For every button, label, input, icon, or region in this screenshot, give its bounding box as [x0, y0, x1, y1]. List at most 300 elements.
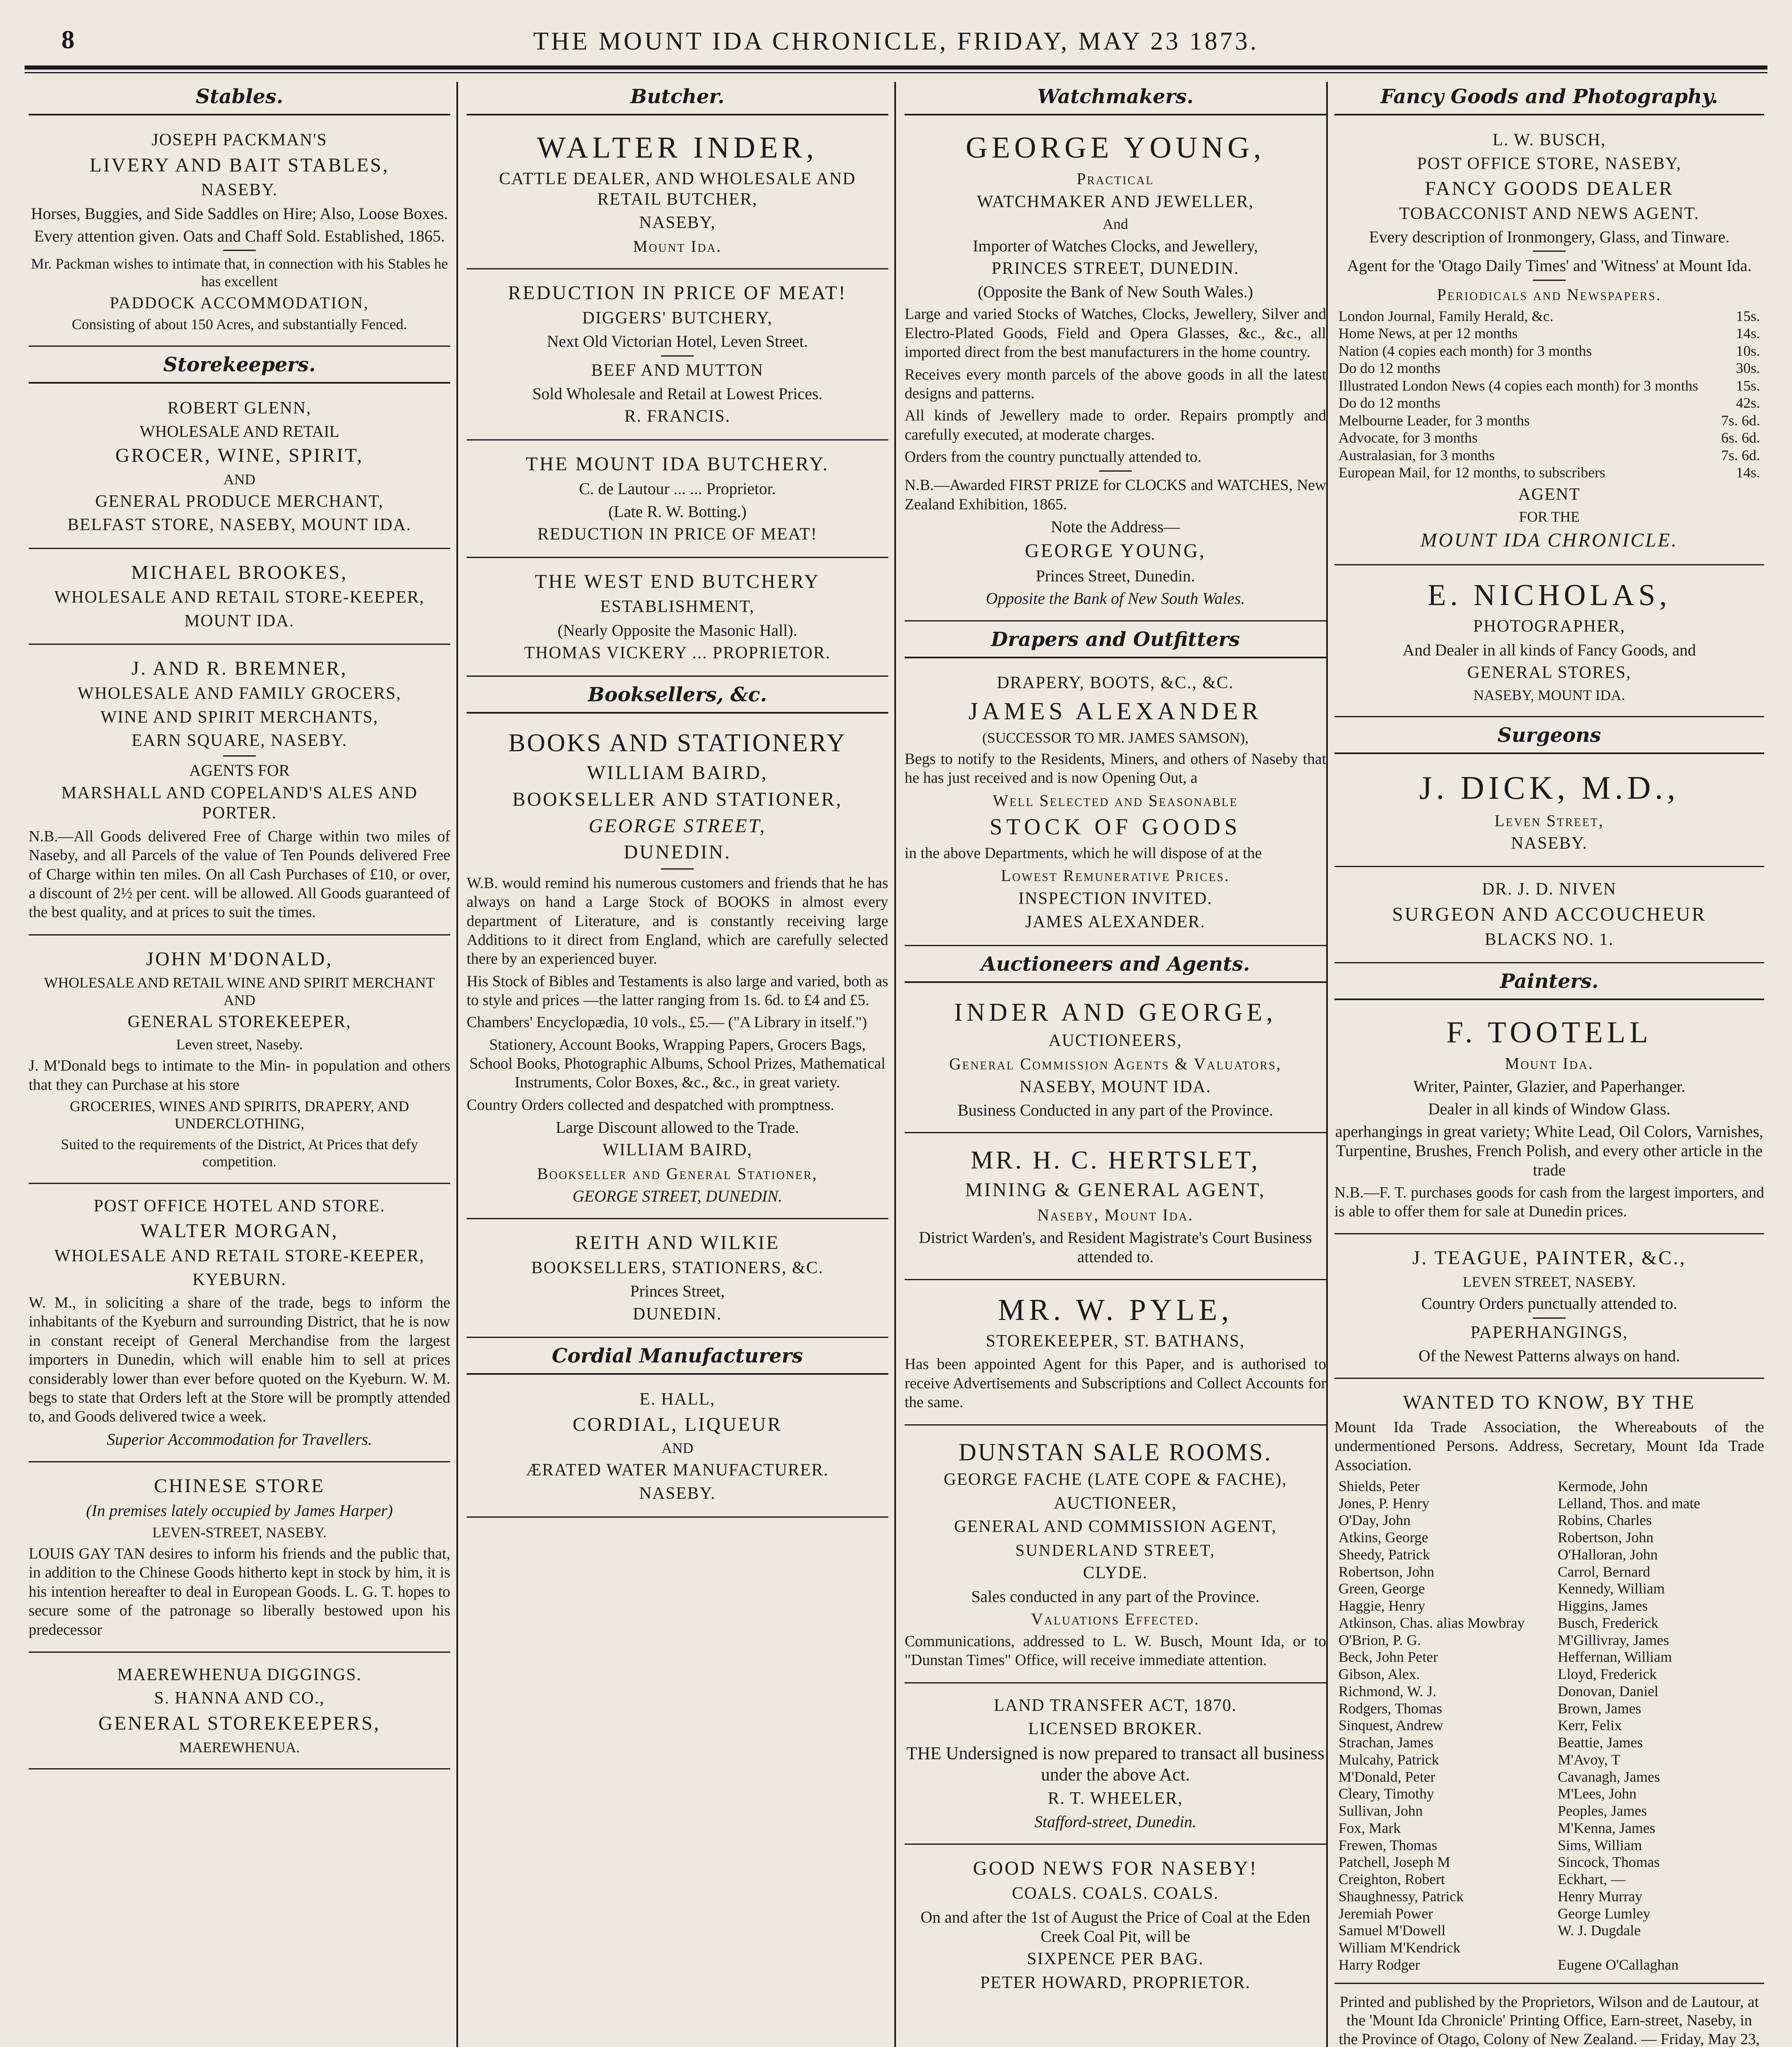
ad-body: Country Orders collected and despatched with promptness.: [467, 1096, 835, 1114]
ad-headline: J. AND R. BREMNER,: [131, 657, 348, 680]
list-item: [1338, 377, 1760, 394]
column-2: [467, 82, 888, 2047]
ad-text: Well Selected and Seasonable: [993, 791, 1238, 810]
ad-headline: WALTER MORGAN,: [140, 1220, 339, 1242]
ad-text: CATTLE DEALER, AND WHOLESALE AND RETAIL BUTCHER,: [499, 169, 856, 209]
ad-text: AUCTIONEER,: [1054, 1493, 1177, 1513]
ad-body: N.B.—F. T. purchases goods for cash from the largest importers, and is able to offer them for sale at Dunedin prices.: [1334, 1184, 1764, 1220]
ad-text: WATCHMAKER AND JEWELLER,: [977, 192, 1254, 211]
ad-headline: MR. H. C. HERTSLET,: [970, 1146, 1260, 1175]
ad-hall: [467, 1380, 888, 1518]
ad-text: PHOTOGRAPHER,: [1473, 617, 1625, 636]
ad-text: WINE AND SPIRIT MERCHANTS,: [100, 707, 379, 727]
ad-text: POST OFFICE STORE, NASEBY,: [1417, 154, 1681, 173]
ad-text: COALS. COALS. COALS.: [1012, 1884, 1219, 1903]
section-heading-painters: Painters.: [1334, 967, 1764, 1000]
ad-text: R. FRANCIS.: [624, 407, 731, 426]
ad-text: AGENTS FOR: [189, 761, 290, 779]
ad-body: Communications, addressed to L. W. Busch, Mount Ida, or to "Dunstan Times" Office, will receive immediate attention.: [905, 1633, 1326, 1669]
list-item: Strachan, James: [1338, 1734, 1433, 1751]
wanted-list-left: [1338, 1478, 1541, 1974]
ad-text: AGENT: [1518, 485, 1581, 504]
list-item: Richmond, W. J.: [1338, 1683, 1437, 1699]
ad-text: GENERAL PRODUCE MERCHANT,: [95, 492, 384, 511]
ad-dick: [1334, 760, 1764, 867]
list-item: M'Lees, John: [1557, 1785, 1637, 1802]
list-item: Shields, Peter: [1338, 1478, 1420, 1494]
ad-text: Writer, Painter, Glazier, and Paperhanger.: [1413, 1077, 1686, 1096]
ad-inder-george: [905, 989, 1326, 1134]
ad-text: DUNEDIN.: [623, 841, 731, 863]
list-item: M'Avoy, T: [1557, 1751, 1620, 1768]
list-item: Robins, Charles: [1557, 1512, 1652, 1529]
list-item: Kerr, Felix: [1557, 1717, 1622, 1734]
ad-brookes: [29, 552, 450, 645]
list-item: [1338, 412, 1760, 429]
section-heading-fancy-goods: Fancy Goods and Photography.: [1334, 82, 1764, 115]
ad-text: C. de Lautour ... ... Proprietor.: [579, 479, 776, 498]
list-item: Cleary, Timothy: [1338, 1785, 1434, 1802]
ad-text: BLACKS NO. 1.: [1485, 930, 1614, 949]
list-item-label: Melbourne Leader, for 3 months: [1338, 412, 1530, 429]
ad-text: AND: [661, 1440, 693, 1457]
list-item: [1558, 1939, 1760, 1957]
divider: [1099, 470, 1132, 472]
ad-packman: [29, 121, 450, 347]
list-item-label: Do do 12 months: [1338, 395, 1441, 411]
wanted-persons-list: [1334, 1478, 1764, 1974]
list-item: Kennedy, William: [1557, 1580, 1665, 1597]
ad-text: Note the Address—: [1051, 517, 1180, 536]
ad-text: AND: [223, 471, 255, 488]
list-item-price: 10s.: [1736, 342, 1760, 359]
ad-headline: REITH AND WILKIE: [575, 1232, 780, 1254]
list-item: Busch, Frederick: [1557, 1614, 1659, 1631]
list-item: Shaughnessy, Patrick: [1338, 1888, 1464, 1905]
ad-text: Periodicals and Newspapers.: [1437, 285, 1662, 304]
list-item-label: Home News, at per 12 months: [1338, 325, 1518, 342]
ad-text: MAEREWHENUA.: [179, 1739, 300, 1756]
list-item: Samuel M'Dowell: [1338, 1922, 1446, 1939]
divider: [1533, 280, 1566, 281]
column-divider: [456, 82, 458, 2047]
ad-body: in the above Departments, which he will dispose of at the: [905, 845, 1262, 862]
ad-chinese-store: [29, 1466, 450, 1653]
ad-text: Superior Accommodation for Travellers.: [106, 1430, 372, 1448]
ad-headline: JAMES ALEXANDER: [968, 697, 1263, 725]
divider: [661, 868, 694, 870]
ad-name: JOSEPH PACKMAN'S: [151, 131, 327, 149]
ad-wheeler: [905, 1687, 1326, 1845]
ad-text: Sold Wholesale and Retail at Lowest Prices.: [532, 384, 823, 403]
ad-text: THOMAS VICKERY ... PROPRIETOR.: [524, 643, 831, 662]
ad-text: EARN SQUARE, NASEBY.: [131, 731, 348, 750]
ad-diggers-butchery: [467, 273, 888, 441]
list-item: [1338, 359, 1760, 377]
list-item-price: 7s. 6d.: [1721, 447, 1760, 463]
list-item-label: Illustrated London News (4 copies each month) for 3 months: [1338, 377, 1698, 394]
section-heading-storekeepers: Storekeepers.: [29, 350, 450, 384]
ad-hanna: [29, 1656, 450, 1769]
ad-text: SUNDERLAND STREET,: [1015, 1541, 1216, 1559]
ad-headline: SURGEON AND ACCOUCHEUR: [1392, 903, 1707, 925]
list-item-label: London Journal, Family Herald, &c.: [1338, 307, 1553, 324]
list-item: M'Kenna, James: [1557, 1819, 1656, 1836]
ad-text: GENERAL STOREKEEPER,: [127, 1012, 352, 1032]
ad-text: GEORGE YOUNG,: [1025, 540, 1206, 562]
ad-body: Begs to notify to the Residents, Miners, and others of Naseby that he has just received and is now Opening Out, a: [905, 750, 1326, 787]
ad-headline: E. NICHOLAS,: [1427, 578, 1671, 612]
ad-headline: THE MOUNT IDA BUTCHERY.: [526, 453, 829, 475]
list-item-price: 14s.: [1736, 325, 1760, 342]
ad-tootell: [1334, 1006, 1764, 1234]
ad-text: WHOLESALE AND RETAIL STORE-KEEPER,: [54, 1247, 425, 1266]
ad-george-young: [905, 121, 1326, 621]
ad-bremner: [29, 648, 450, 935]
ad-text: Opposite the Bank of New South Wales.: [986, 589, 1245, 608]
list-item-price: 14s.: [1736, 464, 1760, 481]
list-item: Patchell, Joseph M: [1338, 1854, 1450, 1871]
divider: [223, 250, 256, 251]
ad-text: (In premises lately occupied by James Harper): [86, 1501, 393, 1520]
ad-morgan: [29, 1187, 450, 1462]
ad-mcdonald: [29, 939, 450, 1184]
page-title: THE MOUNT IDA CHRONICLE, FRIDAY, MAY 23 1873.: [533, 27, 1259, 55]
ad-text: GEORGE STREET, DUNEDIN.: [572, 1187, 783, 1206]
ad-text: Leven Street,: [1494, 811, 1604, 830]
list-item-label: Australasian, for 3 months: [1338, 447, 1495, 463]
ad-text: R. T. WHEELER,: [1047, 1789, 1183, 1808]
list-item: Lelland, Thos. and mate: [1557, 1495, 1700, 1512]
ad-text: GEORGE STREET,: [589, 815, 766, 837]
newspaper-price-list: [1338, 307, 1760, 481]
ad-text: WHOLESALE AND RETAIL: [140, 422, 339, 441]
list-item-price: 15s.: [1736, 377, 1760, 394]
ad-headline: WANTED TO KNOW, BY THE: [1403, 1392, 1696, 1414]
list-item: [1338, 447, 1760, 464]
ad-headline: GENERAL STOREKEEPERS,: [98, 1712, 381, 1734]
page-number: 8: [61, 25, 74, 54]
ad-text: Practical: [1077, 169, 1154, 188]
ad-text: NASEBY, MOUNT IDA.: [1473, 687, 1625, 703]
ad-text: GENERAL AND COMMISSION AGENT,: [954, 1517, 1277, 1536]
list-item: Henry Murray: [1557, 1888, 1643, 1905]
list-item: W. J. Dugdale: [1557, 1922, 1641, 1939]
list-item: Atkins, George: [1338, 1529, 1429, 1546]
ad-headline: MR. W. PYLE,: [998, 1293, 1233, 1327]
list-item-price: 7s. 6d.: [1721, 412, 1760, 429]
section-heading-cordial: Cordial Manufacturers: [467, 1341, 888, 1375]
ad-text: PAPERHANGINGS,: [1470, 1323, 1628, 1342]
ad-text: SIXPENCE PER BAG.: [1027, 1950, 1204, 1969]
ad-text: Sales conducted in any part of the Province.: [971, 1587, 1260, 1606]
ad-text: BOOKSELLERS, STATIONERS, &C.: [531, 1258, 824, 1277]
ad-text: NASEBY, MOUNT IDA.: [1019, 1077, 1212, 1096]
ad-text: MOUNT IDA CHRONICLE.: [1420, 529, 1678, 551]
list-item: Sinquest, Andrew: [1338, 1717, 1443, 1734]
ad-headline: F. TOOTELL: [1446, 1016, 1652, 1050]
list-item: Frewen, Thomas: [1338, 1837, 1438, 1853]
ad-text: Country Orders punctually attended to.: [1421, 1294, 1677, 1313]
ad-james-alexander: [905, 664, 1326, 946]
list-item: Sheedy, Patrick: [1338, 1546, 1430, 1563]
list-item: [1338, 429, 1760, 446]
ad-name: S. HANNA AND CO.,: [154, 1689, 325, 1708]
ad-text: LEVEN-STREET, NASEBY.: [152, 1524, 327, 1541]
ad-text: Agent for the 'Otago Daily Times' and 'Witness' at Mount Ida.: [1347, 256, 1752, 275]
section-heading-auctioneers: Auctioneers and Agents.: [905, 949, 1326, 983]
ad-headline: THE WEST END BUTCHERY: [535, 571, 820, 593]
ad-text: Mount Ida.: [1505, 1054, 1594, 1073]
ad-text: Business Conducted in any part of the Province.: [957, 1101, 1273, 1120]
ad-text: CLYDE.: [1083, 1563, 1148, 1583]
ad-text: Naseby, Mount Ida.: [1037, 1206, 1194, 1225]
column-3: [905, 82, 1326, 2047]
list-item: Gibson, Alex.: [1338, 1666, 1420, 1683]
ad-text: (Nearly Opposite the Masonic Hall).: [557, 621, 797, 639]
ad-text: On and after the 1st of August the Price of Coal at the Eden Creek Coal Pit, will be: [921, 1907, 1310, 1945]
ad-text: aperhangings in great variety; White Lead, Oil Colors, Varnishes, Turpentine, Brushes, French Polish, and every other article in the trade: [1335, 1122, 1764, 1179]
ad-text: ÆRATED WATER MANUFACTURER.: [526, 1460, 829, 1480]
ad-body: N.B.—Awarded FIRST PRIZE for CLOCKS and WATCHES, New Zealand Exhibition, 1865.: [905, 477, 1326, 513]
ad-text: Every attention given. Oats and Chaff Sold. Established, 1865.: [34, 226, 445, 245]
ad-text: Mount Ida.: [633, 237, 722, 255]
ad-teague: [1334, 1238, 1764, 1379]
list-item: [1338, 394, 1760, 411]
ad-place: NASEBY.: [201, 181, 278, 200]
ad-text: (Late R. W. Botting.): [608, 502, 747, 521]
ad-headline: GROCER, WINE, SPIRIT,: [115, 445, 364, 467]
list-item: Eugene O'Callaghan: [1557, 1956, 1679, 1973]
list-item: Jones, P. Henry: [1338, 1495, 1429, 1512]
ad-text: Princes Street,: [630, 1282, 725, 1301]
ad-headline: GEORGE YOUNG,: [966, 131, 1265, 165]
section-heading-butcher: Butcher.: [467, 82, 888, 115]
ad-text: LICENSED BROKER.: [1028, 1719, 1203, 1739]
ad-text: DR. J. D. NIVEN: [1482, 880, 1617, 899]
ad-text: Suited to the requirements of the District, At Prices that defy competition.: [61, 1136, 418, 1170]
ad-text: DIGGERS' BUTCHERY,: [582, 308, 773, 328]
ad-reith-wilkie: [467, 1222, 888, 1338]
ad-text: WHOLESALE AND FAMILY GROCERS,: [77, 684, 402, 703]
list-item: George Lumley: [1557, 1905, 1650, 1922]
ad-body: Mount Ida Trade Association, the Whereabouts of the undermentioned Persons. Address, Secretary, Mount Ida Trade Association.: [1334, 1418, 1764, 1474]
ad-glenn: [29, 389, 450, 549]
list-item: William M'Kendrick: [1338, 1939, 1460, 1956]
ad-headline: BOOKS AND STATIONERY: [508, 729, 846, 757]
list-item: Kermode, John: [1557, 1478, 1648, 1494]
ad-body: Chambers' Encyclopædia, 10 vols., £5.— ("A Library in itself."): [467, 1014, 867, 1031]
ad-coals: [905, 1848, 1326, 2005]
ad-text: POST OFFICE HOTEL AND STORE.: [93, 1196, 386, 1216]
ad-text: District Warden's, and Resident Magistrate's Court Business attended to.: [919, 1228, 1312, 1266]
ad-headline: CORDIAL, LIQUEUR: [573, 1413, 782, 1435]
list-item: Lloyd, Frederick: [1557, 1666, 1657, 1683]
list-item: O'Halloran, John: [1557, 1546, 1658, 1563]
list-item: Sullivan, John: [1338, 1803, 1423, 1819]
list-item: Beck, John Peter: [1338, 1649, 1438, 1665]
ad-text: WILLIAM BAIRD,: [587, 762, 768, 784]
ad-text: REDUCTION IN PRICE OF MEAT!: [537, 524, 817, 544]
ad-text: Valuations Effected.: [1031, 1609, 1200, 1628]
list-item: M'Donald, Peter: [1338, 1768, 1435, 1785]
ad-headline: J. DICK, M.D.,: [1419, 770, 1679, 807]
masthead-rule: [25, 66, 1767, 70]
column-divider: [1326, 82, 1328, 2047]
ad-text: JAMES ALEXANDER.: [1025, 913, 1206, 932]
ad-niven: [1334, 870, 1764, 963]
column-divider: [894, 82, 896, 2047]
ad-name: L. W. BUSCH,: [1492, 131, 1606, 149]
ad-body: Orders from the country punctually attended to.: [905, 448, 1201, 465]
ad-body: W. M., in soliciting a share of the trade, begs to inform the inhabitants of the Kyeburn and surrounding District, that he is now in constant receipt of General Merchandise from the largest importers in Dunedin, which will enable him to sell at prices considerably lower than ever before quoted on the Kyeburn. W. M. begs to state that Orders left at the Store will be promptly attended to, and Goods delivered twice a week.: [29, 1294, 450, 1426]
list-item: Atkinson, Chas. alias Mowbray: [1338, 1614, 1525, 1631]
ad-text: DUNEDIN.: [633, 1304, 722, 1324]
list-item: Higgins, James: [1557, 1597, 1648, 1614]
ad-headline: GOOD NEWS FOR NASEBY!: [973, 1857, 1258, 1880]
ad-text: (SUCCESSOR TO MR. JAMES SAMSON),: [982, 729, 1249, 746]
section-heading-drapers: Drapers and Outfitters: [905, 625, 1326, 658]
list-item: Creighton, Robert: [1338, 1871, 1445, 1888]
ad-body: Large and varied Stocks of Watches, Clocks, Jewellery, Silver and Electro-Plated Goods, Field and Opera Glasses, &c., &c., all imported direct from the best manufacturers in the home country.: [905, 305, 1326, 361]
list-item-price: 6s. 6d.: [1721, 429, 1760, 446]
ad-text: BOOKSELLER AND STATIONER,: [512, 789, 843, 811]
ad-body: N.B.—All Goods delivered Free of Charge within two miles of Naseby, and all Parcels of the value of Ten Pounds delivered Free of Charge within ten miles. On all Cash Purchases of £10, or over, a discount of 2½ per cent. will be allowed. All Goods guaranteed of the best quality, and at prices to suit the times.: [29, 827, 450, 921]
ad-text: MARSHALL AND COPELAND'S ALES AND PORTER.: [61, 783, 418, 823]
list-item: Carrol, Bernard: [1557, 1563, 1650, 1580]
ad-text: GROCERIES, WINES AND SPIRITS, DRAPERY, AND UNDERCLOTHING,: [70, 1098, 409, 1132]
ad-text: AUCTIONEERS,: [1048, 1031, 1183, 1050]
masthead: [25, 16, 1767, 61]
list-item-price: 15s.: [1736, 307, 1760, 324]
list-item: [1338, 325, 1760, 342]
ad-body: Has been appointed Agent for this Paper, and is authorised to receive Advertisements and Subscriptions and Collect Accounts for the same.: [905, 1356, 1326, 1411]
list-item: Cavanagh, James: [1557, 1768, 1660, 1785]
list-item: Eckhart, —: [1557, 1871, 1626, 1888]
ad-text: PRINCES STREET, DUNEDIN.: [991, 259, 1239, 278]
ad-text: LAND TRANSFER ACT, 1870.: [994, 1696, 1237, 1715]
list-item: Robertson, John: [1338, 1563, 1434, 1580]
list-item: Brown, James: [1557, 1700, 1641, 1717]
ad-text: ESTABLISHMENT,: [600, 597, 755, 616]
ad-text: General Commission Agents & Valuators,: [949, 1055, 1282, 1073]
ad-text: NASEBY.: [1511, 834, 1588, 853]
ad-text: Of the Newest Patterns always on hand.: [1418, 1347, 1680, 1365]
masthead-rule-thin: [25, 72, 1767, 73]
ad-body: W.B. would remind his numerous customers and friends that he has always on hand a Large Stock of BOOKS in almost every department of Literature, and is constantly receiving large Additions to it direct from England, which are carefully selected there by an experienced buyer.: [467, 874, 888, 968]
list-item: [1338, 307, 1760, 325]
ad-body: All kinds of Jewellery made to order. Repairs promptly and carefully executed, at moderate charges.: [905, 407, 1326, 443]
section-heading-stables: Stables.: [29, 82, 450, 115]
list-item-label: Advocate, for 3 months: [1338, 429, 1478, 446]
list-item: Haggie, Henry: [1338, 1597, 1425, 1614]
list-item-price: 30s.: [1736, 360, 1760, 377]
ad-text: Next Old Victorian Hotel, Leven Street.: [547, 332, 808, 351]
ad-pyle: [905, 1283, 1326, 1426]
divider: [223, 755, 256, 757]
list-item: Sims, William: [1557, 1837, 1642, 1853]
ad-west-end-butchery: [467, 561, 888, 677]
list-item: Beattie, James: [1557, 1734, 1643, 1751]
ad-name: ROBERT GLENN,: [167, 398, 311, 418]
list-item: Harry Rodger: [1338, 1956, 1420, 1973]
ad-text: Large Discount allowed to the Trade.: [555, 1118, 799, 1137]
list-item-price: 42s.: [1736, 395, 1760, 411]
ad-text: BELFAST STORE, NASEBY, MOUNT IDA.: [67, 515, 412, 535]
ad-headline: THE Undersigned is now prepared to transact all business under the above Act.: [906, 1743, 1325, 1785]
ad-text: KYEBURN.: [192, 1270, 287, 1289]
ad-text: INSPECTION INVITED.: [1018, 889, 1213, 908]
list-item: Jeremiah Power: [1338, 1905, 1433, 1922]
ad-text: WILLIAM BAIRD,: [602, 1141, 753, 1160]
ad-text: And: [1103, 216, 1128, 233]
list-item-label: Do do 12 months: [1338, 360, 1441, 377]
ad-text: Mr. Packman wishes to intimate that, in connection with his Stables he has excellent: [31, 255, 448, 289]
divider: [661, 355, 694, 357]
ad-text: Every description of Ironmongery, Glass, and Tinware.: [1369, 228, 1730, 246]
ad-text: NASEBY.: [639, 1484, 716, 1503]
ad-body: J. M'Donald begs to intimate to the Min- in population and others that they can Purchase at his store: [29, 1057, 450, 1094]
ad-text: Lowest Remunerative Prices.: [1001, 866, 1230, 885]
divider: [1533, 251, 1566, 252]
ad-text: And Dealer in all kinds of Fancy Goods, and: [1402, 641, 1696, 660]
ad-headline: REDUCTION IN PRICE OF MEAT!: [508, 282, 847, 304]
list-item: [1338, 342, 1760, 359]
ad-text: GEORGE FACHE (LATE COPE & FACHE),: [943, 1470, 1287, 1489]
ad-text: GENERAL STORES,: [1467, 663, 1632, 682]
list-item-label: European Mail, for 12 months, to subscribers: [1338, 464, 1605, 481]
list-item-label: Nation (4 copies each month) for 3 months: [1338, 342, 1592, 359]
column-4: [1334, 82, 1764, 2047]
ad-body: His Stock of Bibles and Testaments is also large and varied, both as to style and prices —the latter ranging from 1s. 6d. to £4 and £5.: [467, 972, 888, 1009]
ad-mount-ida-butchery: [467, 444, 888, 558]
section-heading-surgeons: Surgeons: [1334, 721, 1764, 754]
ad-text: STOREKEEPER, ST. BATHANS,: [986, 1331, 1245, 1351]
ad-headline: FANCY GOODS DEALER: [1424, 178, 1674, 200]
ad-headline: WALTER INDER,: [537, 131, 818, 165]
list-item: Robertson, John: [1557, 1529, 1654, 1546]
ad-text: WHOLESALE AND RETAIL WINE AND SPIRIT MERCHANT AND: [44, 974, 435, 1008]
list-item: Sincock, Thomas: [1557, 1854, 1660, 1871]
list-item: O'Day, John: [1338, 1512, 1411, 1529]
list-item: O'Brion, P. G.: [1338, 1631, 1421, 1648]
ad-dunstan-sale-rooms: [905, 1429, 1326, 1683]
list-item: Peoples, James: [1557, 1803, 1647, 1819]
ad-headline: LIVERY AND BAIT STABLES,: [89, 154, 390, 176]
wanted-list-right: [1558, 1478, 1760, 1974]
ad-text: PETER HOWARD, PROPRIETOR.: [980, 1973, 1251, 1992]
ad-body: Stationery, Account Books, Wrapping Papers, Grocers Bags, School Books, Photographic Albums, School Prizes, Mathematical Instruments, Color Boxes, &c., &c., in great variety.: [469, 1036, 886, 1091]
divider: [1533, 1317, 1566, 1319]
ad-headline: INDER AND GEORGE,: [954, 998, 1277, 1026]
ad-text: MOUNT IDA.: [184, 611, 295, 630]
ad-headline: DUNSTAN SALE ROOMS.: [958, 1438, 1273, 1466]
list-item: [1338, 464, 1760, 481]
ad-text: WHOLESALE AND RETAIL STORE-KEEPER,: [54, 588, 425, 607]
ad-text: FOR THE: [1519, 508, 1580, 525]
ad-name: E. HALL,: [639, 1390, 715, 1409]
ad-text: NASEBY,: [639, 213, 716, 233]
ad-text: Leven street, Naseby.: [176, 1036, 303, 1053]
list-item: Green, George: [1338, 1580, 1425, 1597]
ad-text: Princes Street, Dunedin.: [1036, 566, 1195, 585]
ad-headline: J. TEAGUE, PAINTER, &C.,: [1412, 1247, 1686, 1269]
ad-body: LOUIS GAY TAN desires to inform his friends and the public that, in addition to the Chinese Goods hitherto kept in stock by him, it is his intention hereafter to deal in European Goods. L. G. T. hopes to secure some of the patronage so liberally bestowed upon his predecessor: [29, 1545, 450, 1638]
column-1: [29, 82, 450, 2047]
ad-text: Consisting of about 150 Acres, and substantially Fenced.: [72, 316, 407, 333]
list-item: Mulcahy, Patrick: [1338, 1751, 1439, 1768]
imprint: Printed and published by the Proprietors, Wilson and de Lautour, at the 'Mount Ida Chronicle' Printing Office, Earn-street, Naseby, in the Province of Otago, Colony of New Zealand. — Friday, May 23,: [1338, 1993, 1760, 2047]
